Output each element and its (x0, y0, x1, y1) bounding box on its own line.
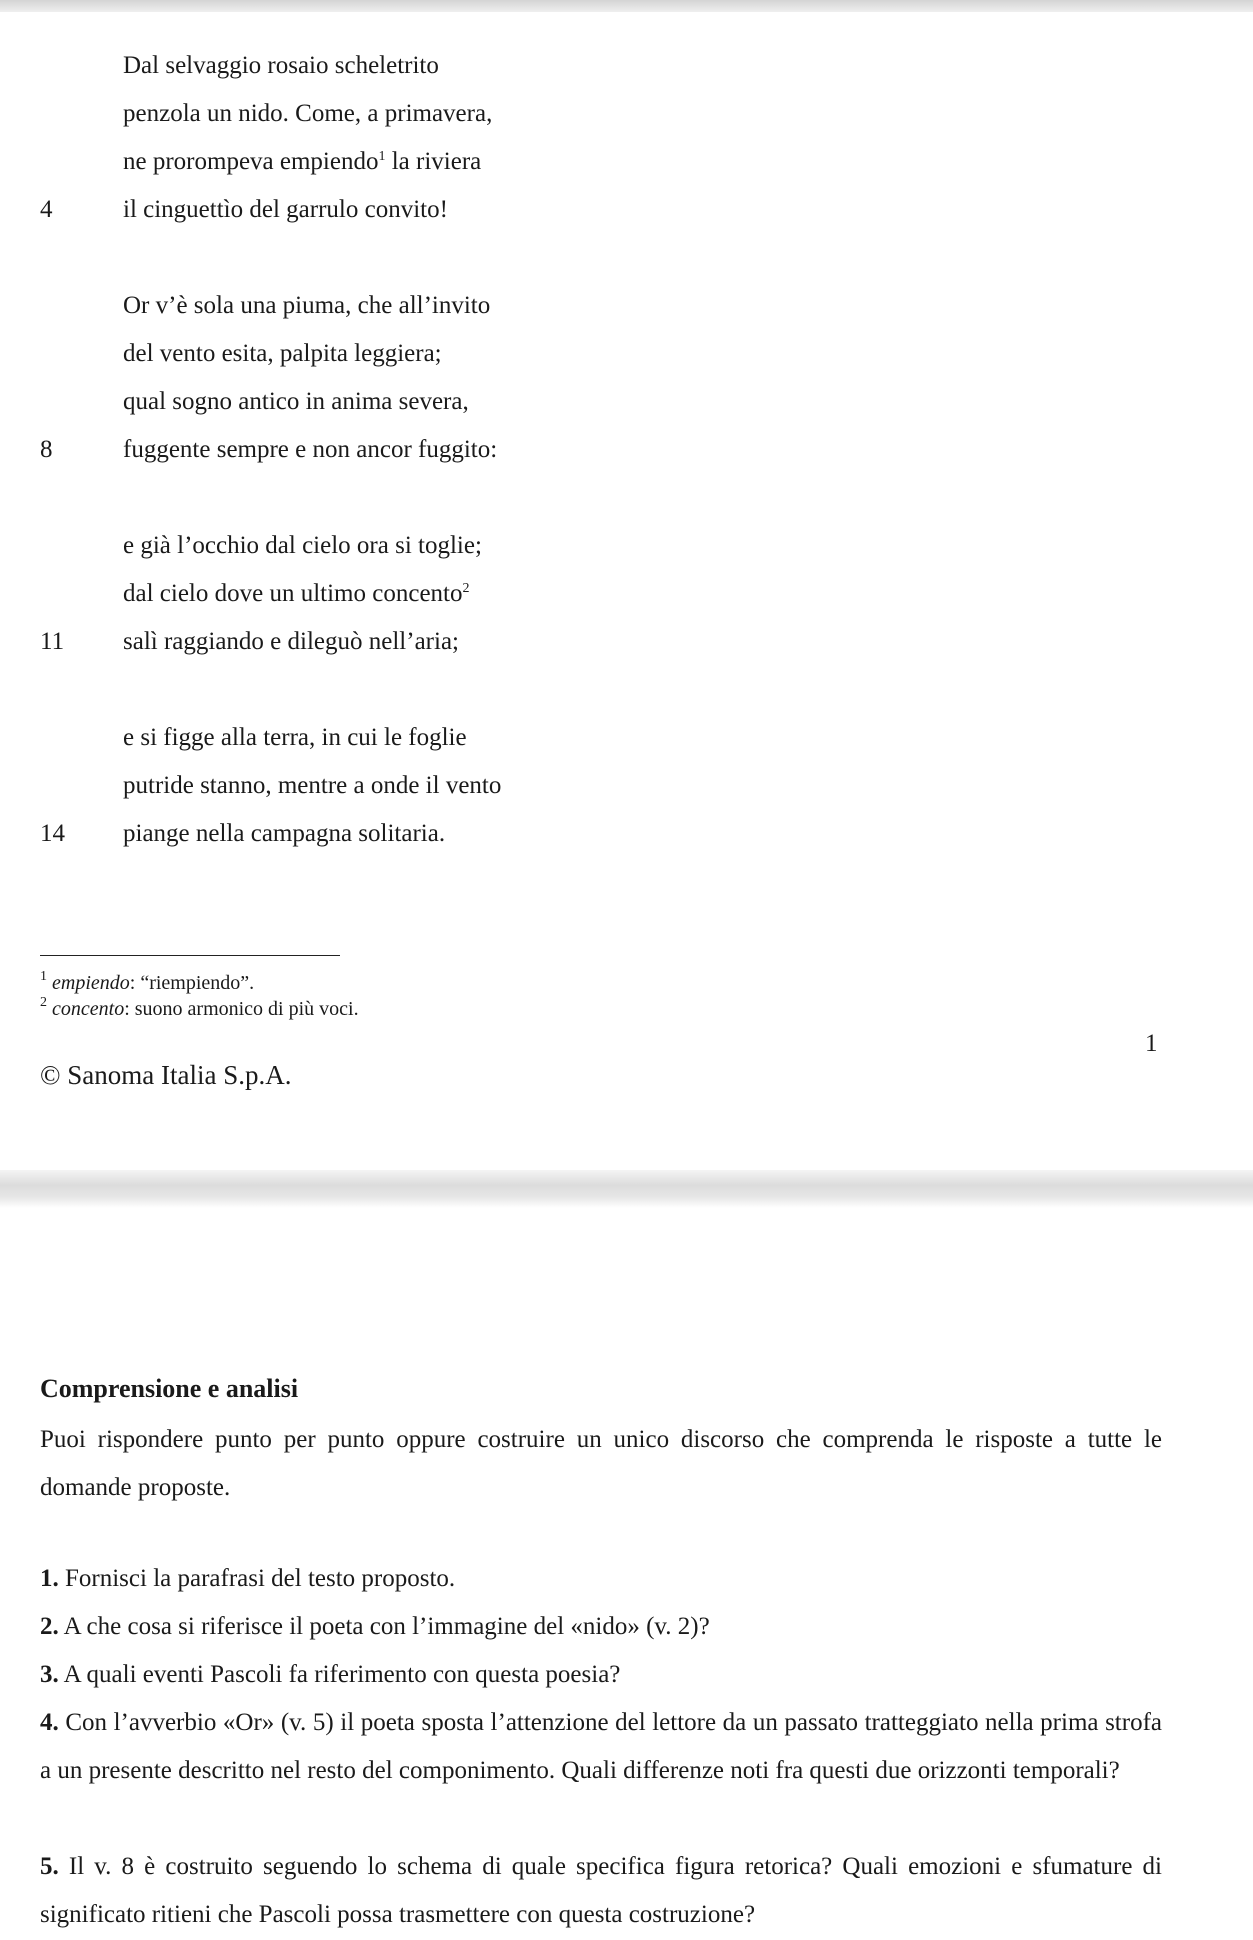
poem-line (0, 772, 1253, 812)
footnote-ref: 2 (462, 581, 470, 596)
footnote: $^2$ concento: suono armonico di più voci. (40, 995, 359, 1020)
question-item: 2. A che cosa si riferisce il poeta con l’immagine del «nido» (v. 2)? (40, 1613, 710, 1640)
verse-text: Or v’è sola una piuma, che all’invito (123, 292, 491, 319)
footnote-ref: 1 (378, 149, 386, 164)
verse-text: il cinguettìo del garrulo convito! (123, 196, 448, 223)
line-number: 8 (40, 436, 53, 463)
verse-text: e si figge alla terra, in cui le foglie (123, 724, 467, 751)
poem-line (0, 148, 1253, 188)
poem-line (0, 532, 1253, 572)
question-item: 4. Con l’avverbio «Or» (v. 5) il poeta sposta l’attenzione del lettore da un passato tratteggiato nella prima strofa a un presente descritto nel resto del componimento. Quali differenze noti fra questi due orizzonti temporali? (40, 1709, 1162, 1784)
poem-line (0, 820, 1253, 860)
poem-line (0, 52, 1253, 92)
footnote-divider (40, 955, 340, 956)
page-top-edge (0, 0, 1253, 12)
copyright-notice: © Sanoma Italia S.p.A. (40, 1060, 292, 1090)
question-item: 3. A quali eventi Pascoli fa riferimento con questa poesia? (40, 1661, 621, 1688)
question-item: 5. Il v. 8 è costruito seguendo lo schema di quale specifica figura retorica? Quali emozioni e sfumature di significato ritieni che Pascoli possa trasmettere con questa costruzione? (40, 1853, 1162, 1928)
line-number: 14 (40, 820, 65, 847)
verse-text: salì raggiando e dileguò nell’aria; (123, 628, 459, 655)
page-number: 1 (1145, 1030, 1158, 1057)
poem-line (0, 724, 1253, 764)
section-title: Comprensione e analisi (40, 1374, 299, 1403)
verse-text: fuggente sempre e non ancor fuggito: (123, 436, 498, 463)
verse-text: e già l’occhio dal cielo ora si toglie; (123, 532, 482, 559)
question-item: 1. Fornisci la parafrasi del testo proposto. (40, 1565, 456, 1592)
verse-text: qual sogno antico in anima severa, (123, 388, 469, 415)
verse-text: putride stanno, mentre a onde il vento (123, 772, 502, 799)
poem-line (0, 100, 1253, 140)
verse-text: del vento esita, palpita leggiera; (123, 340, 442, 367)
poem-line (0, 292, 1253, 332)
verse-text: piange nella campagna solitaria. (123, 820, 446, 847)
poem-line (0, 628, 1253, 668)
poem-line (0, 340, 1253, 380)
poem-line (0, 196, 1253, 236)
line-number: 4 (40, 196, 53, 223)
verse-text: penzola un nido. Come, a primavera, (123, 100, 493, 127)
section-intro: Puoi rispondere punto per punto oppure costruire un unico discorso che comprenda le risposte a tutte le domande proposte. (40, 1426, 1162, 1501)
verse-text: dal cielo dove un ultimo concento$^2$ (123, 580, 470, 607)
footnote: $^1$ empiendo: “riempiendo”. (40, 969, 255, 994)
verse-text: Dal selvaggio rosaio scheletrito (123, 52, 439, 79)
verse-text: ne prorompeva empiendo$^1$ la riviera (123, 148, 482, 175)
page-separator (0, 1170, 1253, 1208)
line-number: 11 (40, 628, 65, 655)
poem-line (0, 436, 1253, 476)
poem-line (0, 388, 1253, 428)
poem-line (0, 580, 1253, 620)
